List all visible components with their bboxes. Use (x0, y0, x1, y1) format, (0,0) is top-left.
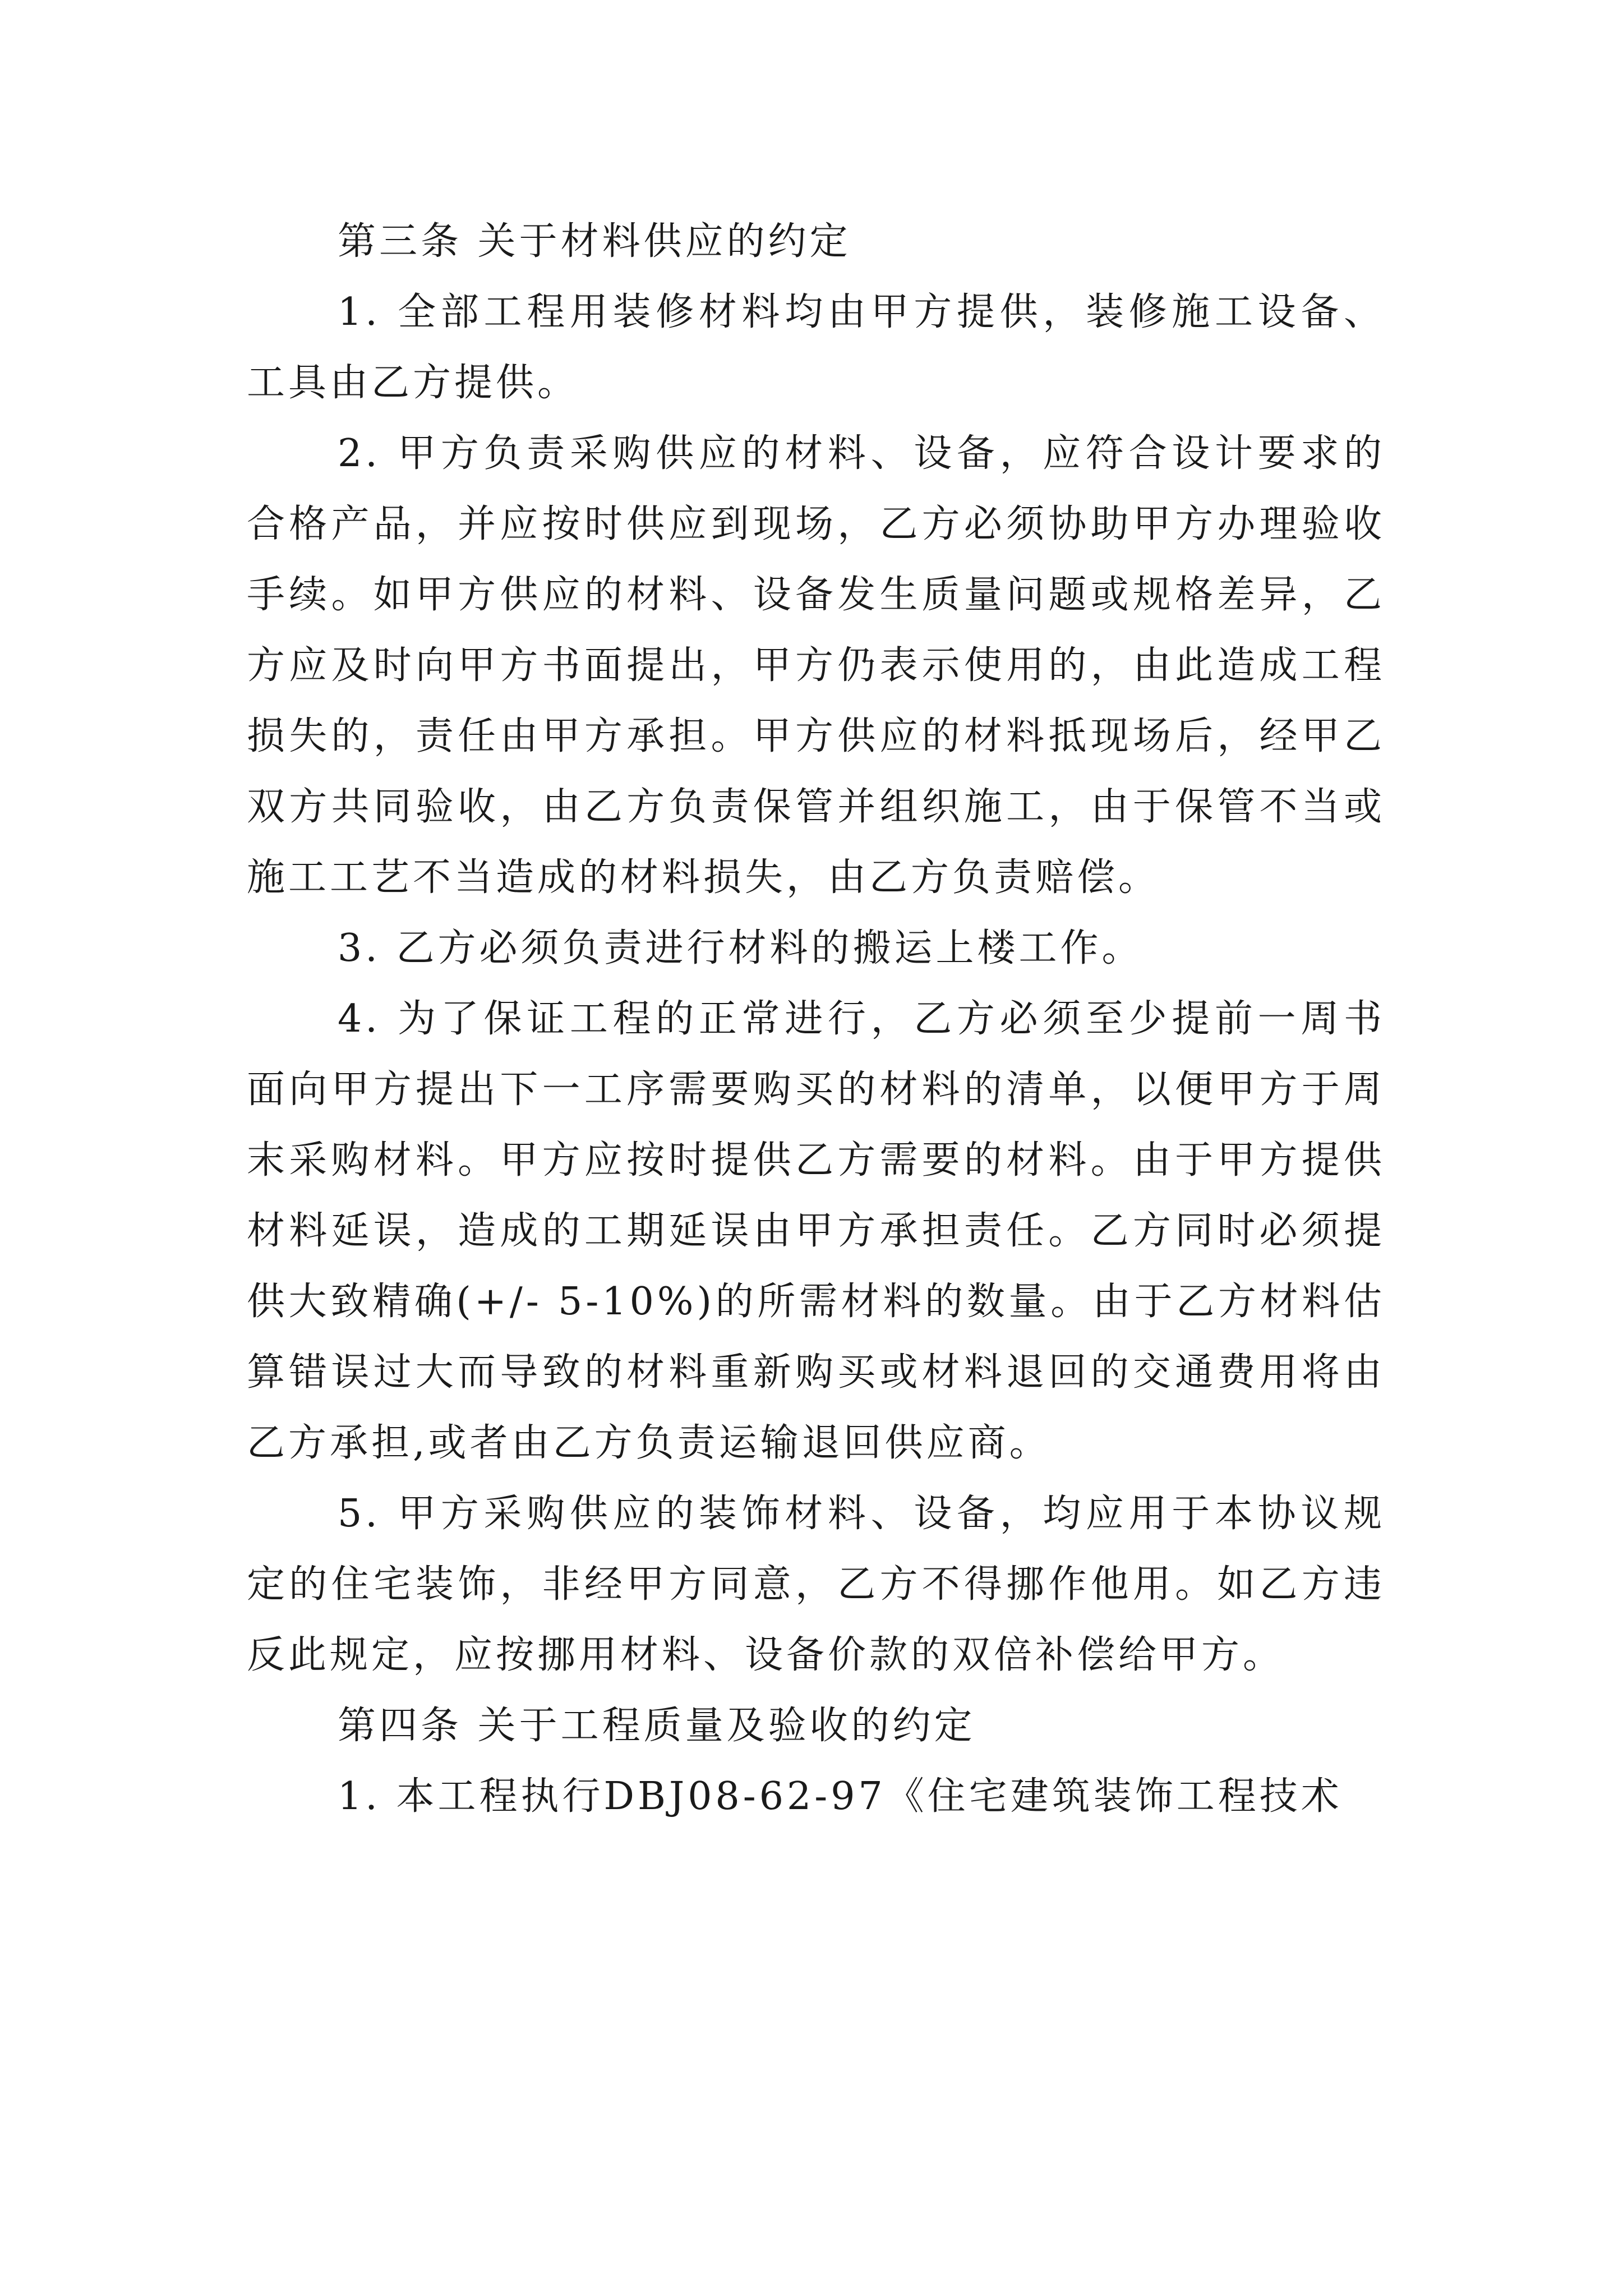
article-3-heading: 第三条 关于材料供应的约定 (338, 219, 851, 264)
document-body (247, 206, 1385, 1832)
article-4-item-1: 1. 本工程执行DBJ08-62-97《住宅建筑装饰工程技术 (338, 1774, 1343, 1819)
article-3-item-3: 3. 乙方必须负责进行材料的搬运上楼工作。 (338, 926, 1144, 970)
article-3-item-1: 1. 全部工程用装修材料均由甲方提供，装修施工设备、工具由乙方提供。 (247, 290, 1385, 405)
article-4-heading: 第四条 关于工程质量及验收的约定 (338, 1704, 976, 1748)
article-3-item-5: 5. 甲方采购供应的装饰材料、设备，均应用于本协议规定的住宅装饰，非经甲方同意，乙方不得挪作他用。如乙方违反此规定，应按挪用材料、设备价款的双倍补偿给甲方。 (247, 1492, 1385, 1677)
article-3-item-4: 4. 为了保证工程的正常进行，乙方必须至少提前一周书面向甲方提出下一工序需要购买的材料的清单，以便甲方于周末采购材料。甲方应按时提供乙方需要的材料。由于甲方提供材料延误，造成的工期延误由甲方承担责任。乙方同时必须提供大致精确(+/- 5-10%)的所需材料的数量。由于乙方材料估算错误过大而导致的材料重新购买或材料退回的交通费用将由乙方承担,或者由乙方负责运输退回供应商。 (247, 997, 1385, 1465)
article-3-item-2: 2. 甲方负责采购供应的材料、设备，应符合设计要求的合格产品，并应按时供应到现场，乙方必须协助甲方办理验收手续。如甲方供应的材料、设备发生质量问题或规格差异，乙方应及时向甲方书面提出，甲方仍表示使用的，由此造成工程损失的，责任由甲方承担。甲方供应的材料抵现场后，经甲乙双方共同验收，由乙方负责保管并组织施工，由于保管不当或施工工艺不当造成的材料损失，由乙方负责赔偿。 (247, 431, 1385, 900)
